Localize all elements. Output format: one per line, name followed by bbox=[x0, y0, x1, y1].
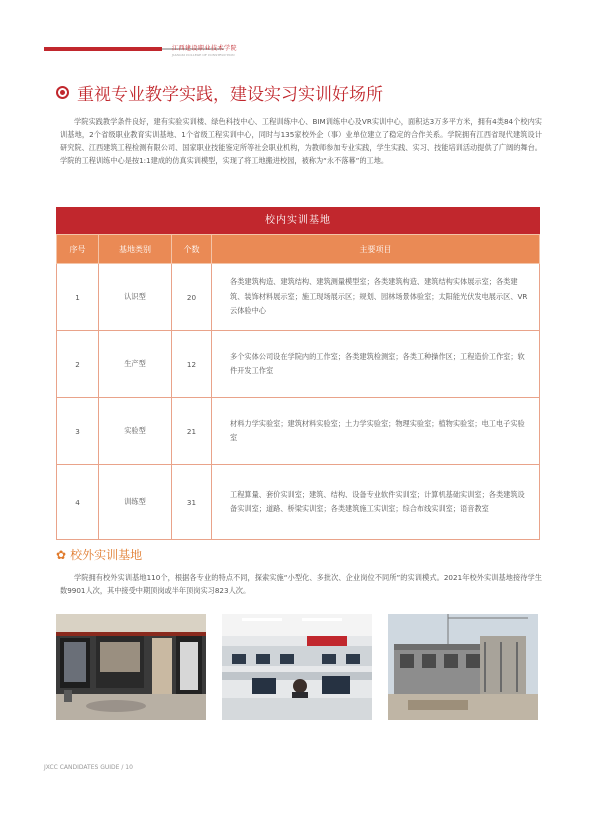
col-header-no: 序号 bbox=[57, 235, 99, 264]
footer: JXCC CANDIDATES GUIDE / 10 bbox=[44, 764, 133, 771]
photo-computer-lab bbox=[222, 614, 372, 720]
section-title bbox=[56, 80, 383, 105]
cell-type: 实验型 bbox=[99, 398, 172, 465]
exhibition-hall-image bbox=[56, 614, 206, 720]
cell-type: 生产型 bbox=[99, 331, 172, 398]
col-header-type: 基地类别 bbox=[99, 235, 172, 264]
cell-projects: 材料力学实验室；建筑材料实验室；土力学实验室；物理实验室；植物实验室；电工电子实验室 bbox=[212, 398, 540, 465]
table-row bbox=[57, 465, 540, 540]
offcampus-paragraph: 学院拥有校外实训基地110个，根据各专业的特点不同，探索实施“小型化、多批次、企业岗位不同所”的实训模式。2021年校外实训基地接待学生数9901人次，其中接受中期顶岗或半年顶岗实习823人次。 bbox=[60, 573, 542, 596]
table-header-row bbox=[57, 235, 540, 264]
photo-exhibition-hall bbox=[56, 614, 206, 720]
col-header-count: 个数 bbox=[172, 235, 212, 264]
intro-paragraph: 学院实践教学条件良好，建有实验实训楼、绿色科技中心、工程训练中心、BIM训练中心及VR实训中心，面积达3万多平方米，拥有4类84个校内实训基地，2个省级职业教育实训基地、1个省级工程实训中心，同时与135家校外企（事）业单位建立了稳定的合作关系。学院拥有江西省现代建筑设计研究院、江西建筑工程检测有限公司、国家职业技能鉴定所等社会职业机构，为教师参加专业实践，学生实践、实习、技能培训活动提供了广阔的舞台。学院的工程训练中心是按1:1建成的仿真实训模型，实现了将工地搬进校园，被称为“永不落幕”的工地。 bbox=[60, 117, 542, 166]
table-row bbox=[57, 264, 540, 331]
header-bar-red bbox=[44, 47, 162, 51]
cell-no: 1 bbox=[57, 264, 99, 331]
offcampus-title bbox=[56, 546, 142, 563]
table-row bbox=[57, 331, 540, 398]
cell-projects: 工程算量、套价实训室；建筑、结构、设备专业软件实训室；计算机基础实训室；各类建筑设备实训室；道路、桥梁实训室；各类建筑施工实训室；综合布线实训室；语音教室 bbox=[212, 465, 540, 540]
cell-count: 12 bbox=[172, 331, 212, 398]
school-logo-sub: JIANGXI COLLEGE OF CONSTRUCTION bbox=[172, 53, 235, 57]
cell-type: 认识型 bbox=[99, 264, 172, 331]
table-caption: 校内实训基地 bbox=[56, 207, 540, 234]
cell-count: 20 bbox=[172, 264, 212, 331]
col-header-projects: 主要项目 bbox=[212, 235, 540, 264]
cell-count: 21 bbox=[172, 398, 212, 465]
offcampus-title-text: 校外实训基地 bbox=[70, 548, 143, 562]
cell-no: 3 bbox=[57, 398, 99, 465]
flower-icon: ✿ bbox=[56, 547, 67, 562]
photo-construction-site bbox=[388, 614, 538, 720]
computer-lab-image bbox=[222, 614, 372, 720]
cell-count: 31 bbox=[172, 465, 212, 540]
target-icon bbox=[56, 86, 69, 99]
school-logo bbox=[172, 43, 237, 57]
section-title-text: 重视专业教学实践，建设实习实训好场所 bbox=[77, 85, 383, 105]
school-logo-text: 江西建设职业技术学院 bbox=[172, 45, 238, 52]
cell-type: 训练型 bbox=[99, 465, 172, 540]
cell-projects: 各类建筑构造、建筑结构、建筑测量模型室；各类建筑构造、建筑结构实体展示室；各类建筑、装饰材料展示室；施工现场展示区；规划、园林场景体验室；太阳能光伏发电展示区、VR云体验中心 bbox=[212, 264, 540, 331]
table-row bbox=[57, 398, 540, 465]
cell-projects: 多个实体公司设在学院内的工作室；各类建筑检测室；各类工种操作区；工程造价工作室；软件开发工作室 bbox=[212, 331, 540, 398]
cell-no: 2 bbox=[57, 331, 99, 398]
oncampus-table bbox=[56, 207, 540, 540]
cell-no: 4 bbox=[57, 465, 99, 540]
construction-site-image bbox=[388, 614, 538, 720]
